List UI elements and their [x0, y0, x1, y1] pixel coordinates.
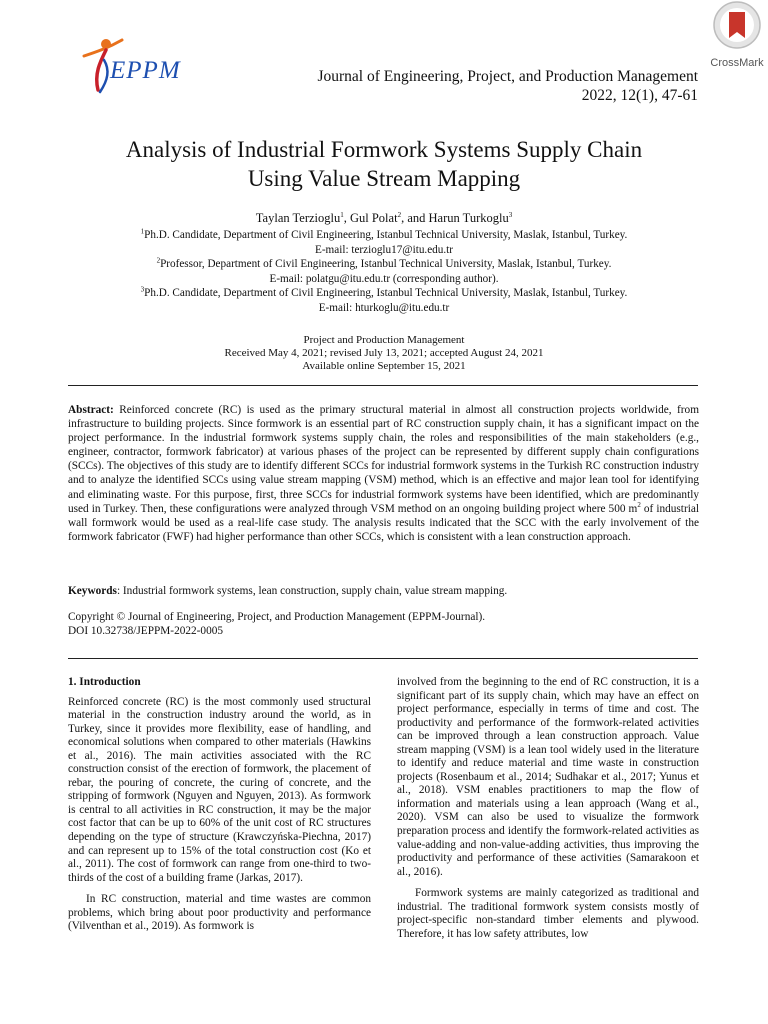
doi-text[interactable]: DOI 10.32738/JEPPM-2022-0005	[68, 625, 224, 637]
article-received: Received May 4, 2021; revised July 13, 2021; accepted August 24, 2021	[224, 347, 544, 359]
affiliation-sup: 3	[140, 285, 145, 294]
keywords-text: : Industrial formwork systems, lean construction, supply chain, value stream mapping.	[116, 585, 508, 597]
affiliation-sup: 2	[156, 256, 161, 265]
author-sup: 3	[508, 210, 513, 219]
divider-top	[68, 385, 698, 386]
author-name: Gul Polat	[349, 211, 398, 225]
author-list	[0, 210, 768, 226]
author-name: Taylan Terzioglu	[255, 211, 341, 225]
author-separator: , and	[401, 211, 429, 225]
copyright-block	[68, 610, 699, 638]
affiliation	[0, 286, 768, 301]
journal-name: Journal of Engineering, Project, and Production Management	[317, 68, 698, 85]
keywords-label: Keywords	[68, 585, 117, 597]
body-column-right	[397, 676, 699, 941]
crossmark-label: CrossMark	[710, 57, 764, 69]
affiliation	[0, 257, 768, 272]
body-paragraph: involved from the beginning to the end of RC construction, it is a significant part of its supply chain, which may have an effect on project performance, especially in terms of time and cost. The productivity and performance of the formwork-related activities can be improved through a lean construction approach. Value stream mapping (VSM) is a lean tool widely used in the literature to identify and reduce material and time waste in construction projects (Rosenbaum et al., 2014; Sudhakar et al., 2017; Yunus et al., 2018). VSM enables practitioners to map the flow of information and materials using a lean approach (Wang et al., 2020). VSM can also be used to visualize the formwork preparation process and identify the formwork-related activities as value-adding and non-value-adding activities, thus improving the productivity and performance of these activities (Samarakoon et al., 2016).	[397, 676, 699, 878]
article-category: Project and Production Management	[303, 334, 465, 346]
abstract-sup: 2	[637, 500, 641, 509]
author-name: Harun Turkoglu	[428, 211, 509, 225]
affiliations	[0, 228, 768, 316]
body-column-left	[68, 676, 371, 934]
abstract-text: Reinforced concrete (RC) is used as the primary structural material in almost all construction projects worldwide, from infrastructure to building projects. Since formwork is an essential part of RC construction supply chain, it has a significant impact on the project performance. In the industrial formwork systems supply chain, the roles and responsibilities of the main stakeholders (e.g., engineer, contractor, formwork fabricator) at various phases of the project can be represented by different supply chain configurations (SCCs). The objectives of this study are to identify different SCCs for industrial formwork systems in the Turkish RC construction industry and to analyze the identified SCCs using value stream mapping (VSM) method, which is an effective and major lean tool for identifying and eliminating waste. For this purpose, first, three SCCs for industrial formwork systems have been identified, which are predominantly used in Turkey. Then, these configurations were analyzed through VSM method on an ongoing building project where 500 m	[68, 404, 699, 515]
affiliation-email[interactable]: E-mail: hturkoglu@itu.edu.tr	[318, 301, 450, 314]
affiliation-text: Ph.D. Candidate, Department of Civil Engineering, Istanbul Technical University, Maslak, Istanbul, Turkey.	[144, 229, 628, 241]
affiliation-email[interactable]: E-mail: polatgu@itu.edu.tr (corresponding author).	[269, 272, 499, 285]
affiliation	[0, 228, 768, 243]
affiliation-sup: 1	[140, 227, 145, 236]
copyright-text: Copyright © Journal of Engineering, Project, and Production Management (EPPM-Journal).	[68, 611, 486, 623]
body-paragraph: In RC construction, material and time wastes are common problems, which bring about poor productivity and performance (Vilventhan et al., 2019). As formwork is	[68, 893, 371, 933]
article-info	[0, 334, 768, 373]
abstract-text-cont: of industrial wall formwork would be used as a real-life case study. The analysis results indicated that the SCC with the early involvement of the formwork fabricator (FWF) had higher performance than other SCCs, which is consistent with a lean construction approach.	[68, 502, 700, 543]
affiliation-text: Ph.D. Candidate, Department of Civil Engineering, Istanbul Technical University, Maslak, Istanbul, Turkey.	[144, 287, 628, 300]
body-paragraph: Reinforced concrete (RC) is the most commonly used structural material in the construction industry around the world, as in Turkey, since it provides more flexibility, ease of handling, and economical solutions when compared to other materials (Hawkins et al., 2016). The main activities associated with the RC construction consist of the erection of formwork, the placement of rebar, the pouring of concrete, the curing of concrete, and the stripping of formwork (Nguyen and Nguyen, 2013). As formwork is central to all activities in RC construction, it may be the major cost factor that can be up to 60% of the unit cost of RC structures depending on the type of structure (Krawczyńska-Piechna, 2017) and can represent up to 15% of the total construction cost (Ko et al., 2011). The cost of formwork can range from one-third to two-thirds of the cost of a building frame (Jarkas, 2017).	[68, 695, 371, 884]
paper-title	[0, 135, 768, 193]
affiliation-email[interactable]: E-mail: terzioglu17@itu.edu.tr	[315, 243, 453, 256]
journal-issue: 2022, 12(1), 47-61	[581, 87, 698, 104]
crossmark-badge[interactable]	[706, 0, 768, 68]
section-heading: 1. Introduction	[68, 676, 141, 688]
author-sup: 2	[397, 210, 402, 219]
logo-text: EPPM	[110, 57, 181, 84]
journal-logo	[76, 30, 206, 100]
abstract-label: Abstract:	[68, 404, 114, 416]
divider-bottom	[68, 658, 698, 659]
crossmark-icon	[712, 0, 762, 50]
abstract	[68, 403, 699, 544]
author-sup: 1	[340, 210, 344, 219]
journal-info	[317, 67, 698, 105]
affiliation-text: Professor, Department of Civil Engineering, Istanbul Technical University, Maslak, Istanbul, Turkey.	[160, 258, 612, 271]
keywords	[68, 584, 699, 598]
body-paragraph: Formwork systems are mainly categorized as traditional and industrial. The traditional formwork system consists mostly of project-specific non-standard timber elements and plywood. Therefore, it has low safety attributes, low	[397, 887, 699, 940]
author-separator: ,	[343, 211, 350, 225]
article-available: Available online September 15, 2021	[302, 360, 466, 372]
title-line-2: Using Value Stream Mapping	[247, 166, 521, 191]
title-line-1: Analysis of Industrial Formwork Systems Supply Chain	[125, 137, 643, 162]
